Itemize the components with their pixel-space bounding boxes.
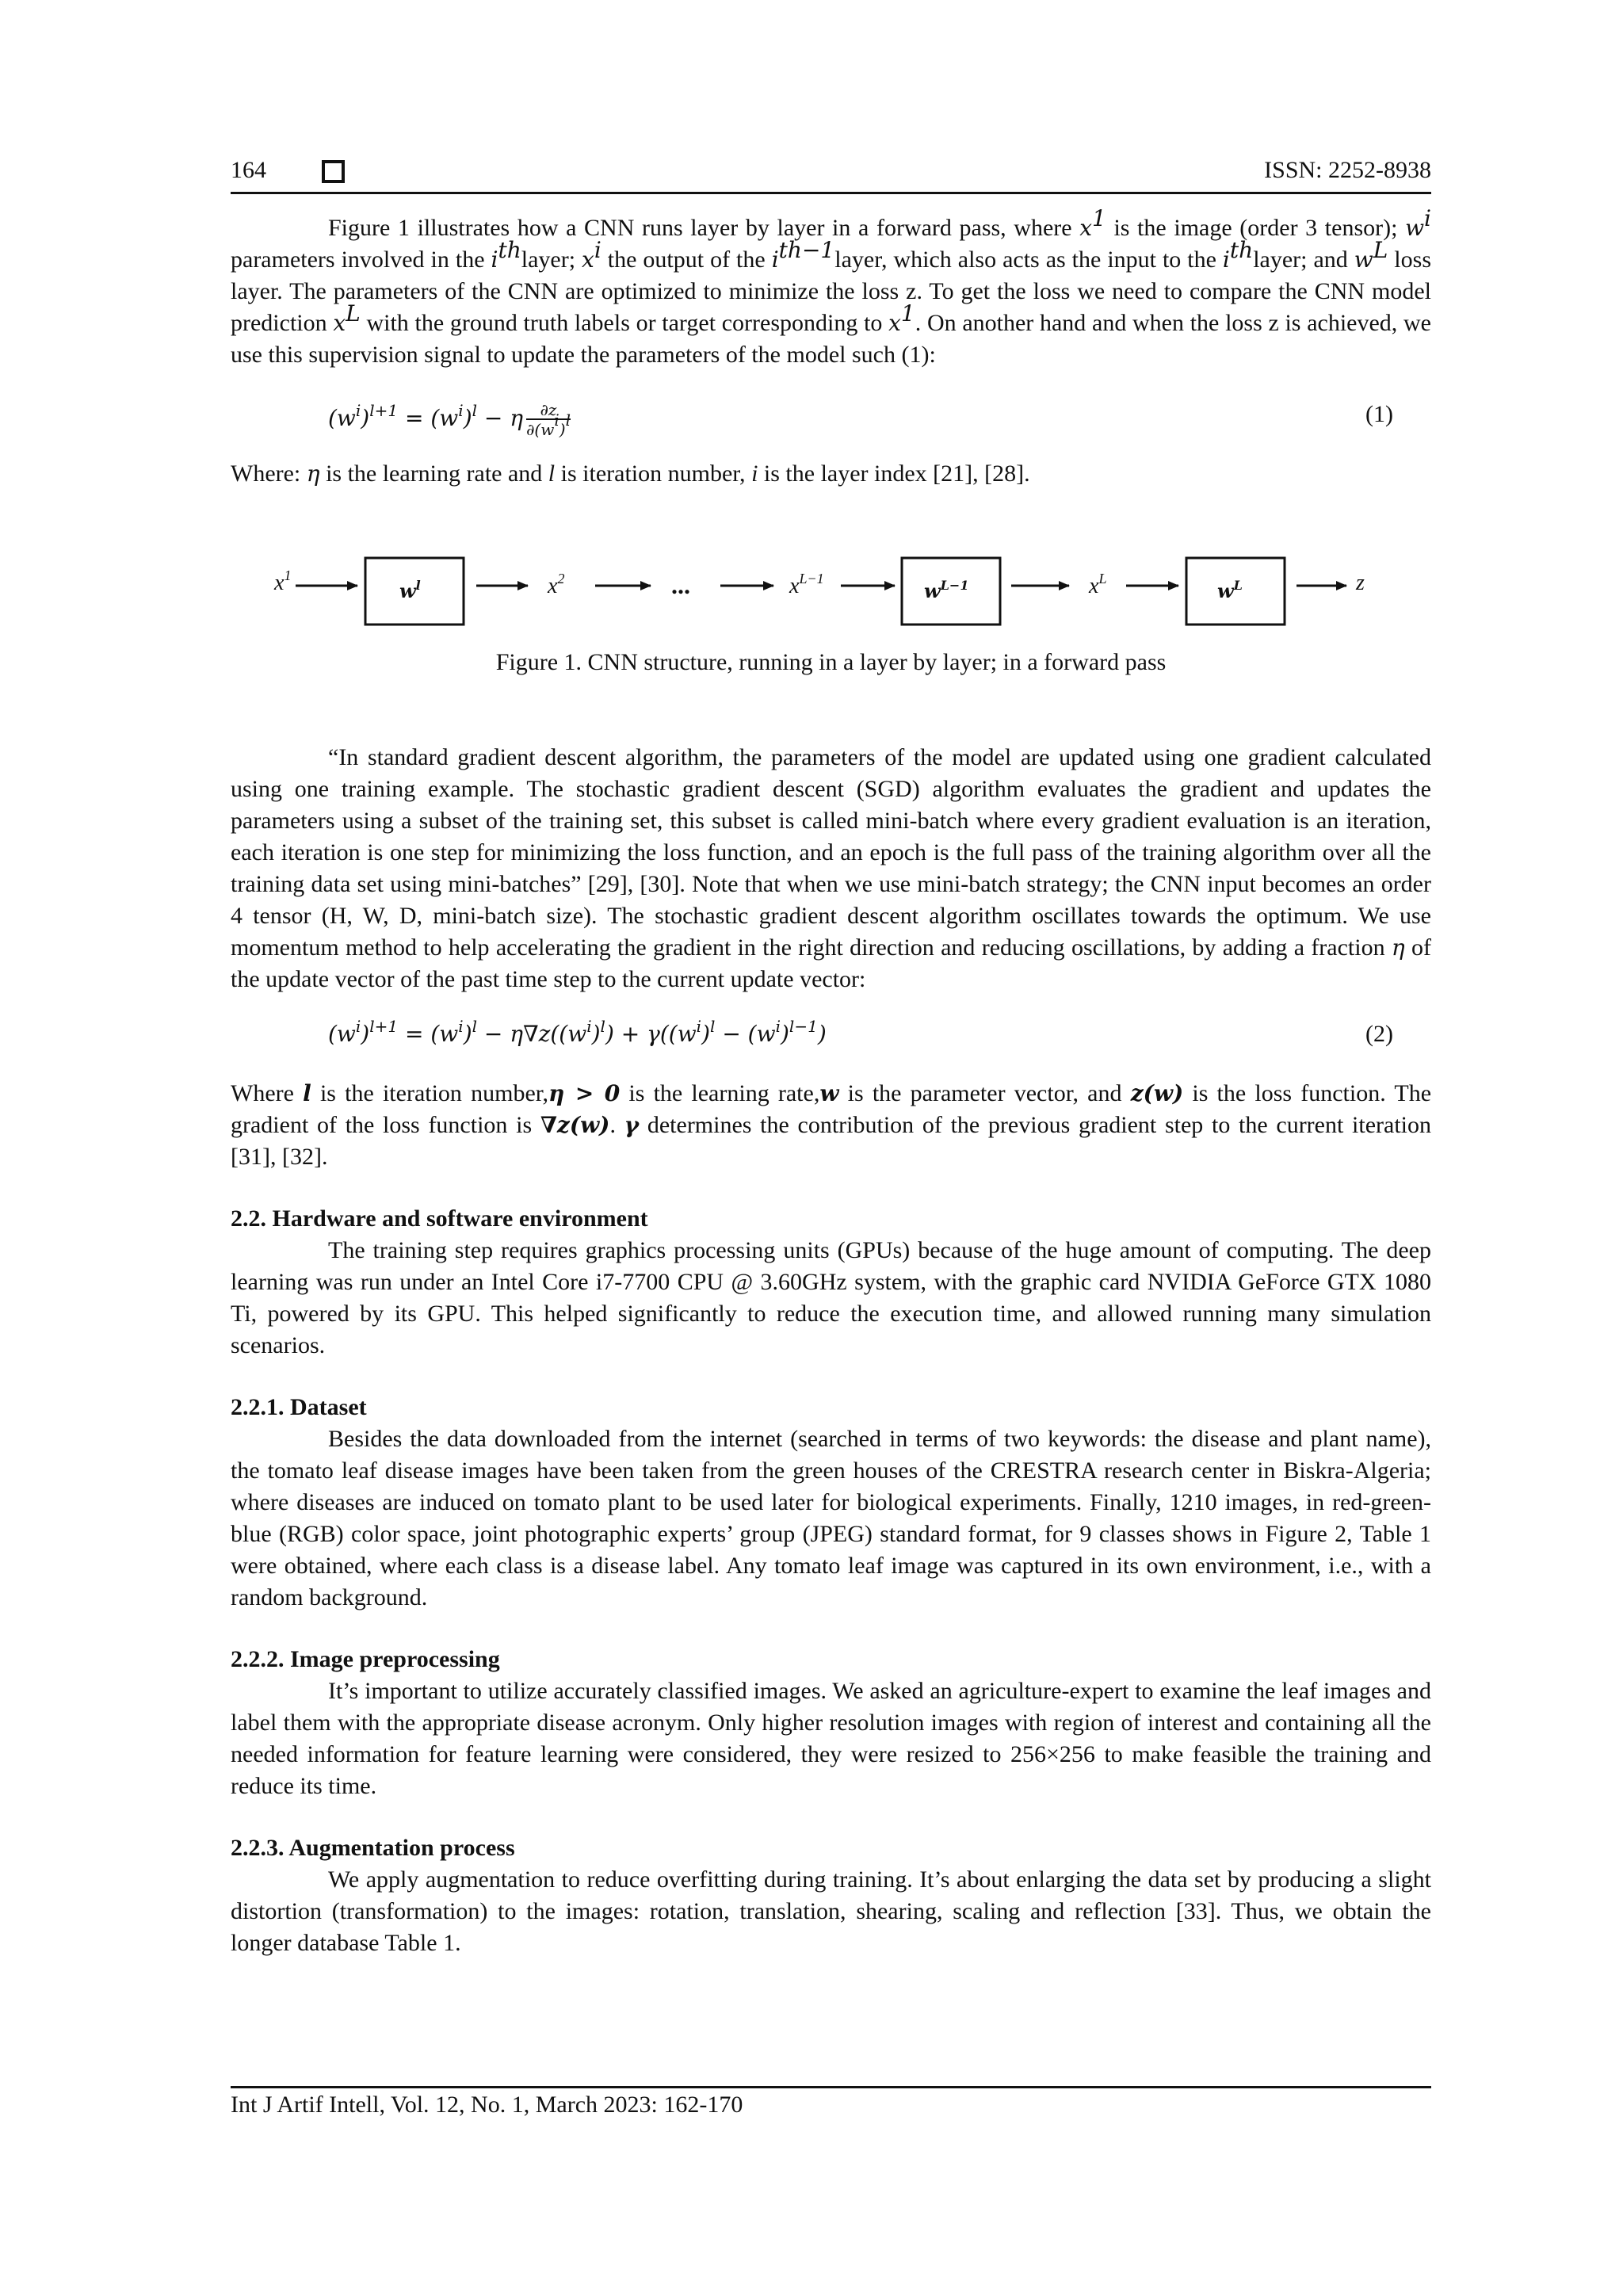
figure-1 [231, 542, 1431, 629]
cnn-forward-diagram [231, 542, 1431, 629]
page-number: 164 [231, 157, 266, 183]
section-2-2-2-text: It’s important to utilize accurately classified images. We asked an agriculture-expert to examine the leaf images and label them with the appropriate disease acronym. Only higher resolution images with region of interest and containing all the needed information for feature learning were considered, they were resized to 256×256 to make feasible the training and reduce its time. [231, 1678, 1431, 1799]
where-eta-line: Where: η is the learning rate and l is iteration number, i is the layer index [21], [28]. [231, 460, 1030, 487]
section-2-2-3-text: We apply augmentation to reduce overfitting during training. It’s about enlarging the data set by producing a slight distortion (transformation) to the images: rotation, translation, shearing, scaling and reflection [33]. Thus, we obtain the longer database Table 1. [231, 1866, 1431, 1956]
layer-box-1-label: $w^l$ [399, 578, 421, 602]
label-dots: ... [671, 571, 690, 599]
label-xl-minus-1: $x^{L-1}$ [789, 571, 824, 598]
where-momentum-paragraph: Where l is the iteration number,η > 0 is the learning rate,w is the parameter vector, and z(w) is the loss function. The gradient of the loss function is ∇z(w). γ determines the contribution of the previous gradient step to the current iteration [31], [32]. [231, 1080, 1432, 1170]
figure-1-caption: Figure 1. CNN structure, running in a layer by layer; in a forward pass [495, 649, 1167, 675]
section-2-2-1-heading: 2.2.1. Dataset [231, 1394, 367, 1420]
label-x2: $x^2$ [548, 571, 565, 598]
section-2-2-heading: 2.2. Hardware and software environment [231, 1205, 648, 1232]
layer-box-2-label: $w^{L-1}$ [924, 578, 969, 602]
equation-1 [231, 393, 1431, 441]
equation-1-number: (1) [1365, 401, 1393, 427]
section-2-2-1-text: Besides the data downloaded from the internet (searched in terms of two keywords: the disease and plant name), the tomato leaf disease images have been taken from the green houses of the CRESTRA research center in Biskra-Algeria; where diseases are induced on tomato plant to be used later for biological experiments. Finally, 1210 images, in red-green-blue (RGB) color space, joint photographic experts’ group (JPEG) standard format, for 9 classes shows in Figure 2, Table 1 were obtained, where each class is a disease label. Any tomato leaf image was captured in its own environment, i.e., with a random background. [231, 1426, 1431, 1610]
label-x1: $x^1$ [274, 567, 292, 595]
paragraph-forward-pass: Figure 1 illustrates how a CNN runs layer by layer in a forward pass, where $x^1$ is the image (order 3 tensor); $w^i$ parameters involved in the $i^{th}layer$; $x^i$ the output of the $i^{th-1}layer$, which also acts as the input to the $i^{th}layer$; and $w^L$ loss layer. The parameters of the CNN are optimized to minimize the loss z. To get the loss we need to compare the CNN model prediction $x^L$ with the ground truth labels or target corresponding to $x^1$. On another hand and when the loss z is achieved, we use this supervision signal to update the parameters of the model such (1): [231, 205, 1432, 368]
page-footer [231, 2086, 1431, 2118]
equation-1-fraction: $\frac{\partial z}{\partial(w^i)^l}$ [526, 400, 571, 439]
label-z: z [1356, 571, 1365, 595]
equation-2 [231, 1013, 1431, 1060]
section-2-2-text: The training step requires graphics processing units (GPUs) because of the huge amount of computing. The deep learning was run under an Intel Core i7-7700 CPU @ 3.60GHz system, with the graphic card NVIDIA GeForce GTX 1080 Ti, powered by its GPU. This helped significantly to reduce the execution time, and allowed running many simulation scenarios. [231, 1237, 1431, 1358]
paper-page [231, 151, 1431, 2179]
layer-box-3-label: $w^L$ [1217, 578, 1243, 602]
paragraph-sgd: “In standard gradient descent algorithm, the parameters of the model are updated using one gradient calculated using one training example. The stochastic gradient descent (SGD) algorithm evaluates the gradient and updates the parameters using a subset of the training set, this subset is called mini-batch where every gradient evaluation is an iteration, each iteration is one step for minimizing the loss function, and an epoch is the full pass of the training algorithm over all the training data set using mini-batches” [29], [30]. Note that when we use mini-batch strategy; the CNN input becomes an order 4 tensor (H, W, D, mini-batch size). The stochastic gradient descent algorithm oscillates towards the optimum. We use momentum method to help accelerating the gradient in the right direction and reducing oscillations, by adding a fraction η of the update vector of the past time step to the current update vector: [231, 744, 1431, 992]
header-rule [231, 192, 1431, 194]
footer-rule [231, 2086, 1431, 2088]
page-header [231, 151, 1431, 195]
label-xl: $x^L$ [1089, 571, 1107, 598]
equation-1-body: $(w^i)^{l+1} = (w^i)^l - \eta$ $\frac{\partial z}{\partial(w^i)^l}$ [328, 400, 571, 439]
section-2-2-3-heading: 2.2.3. Augmentation process [231, 1835, 515, 1861]
equation-2-number: (2) [1365, 1021, 1393, 1047]
square-bullet-icon [322, 160, 345, 183]
footer-citation: Int J Artif Intell, Vol. 12, No. 1, March 2023: 162-170 [231, 2092, 743, 2118]
equation-2-body: $(w^i)^{l+1} = (w^i)^l - \eta\nabla z((w^i)^l) + \gamma((w^i)^l - (w^i)^{l-1})$ [328, 1017, 827, 1047]
issn: ISSN: 2252-8938 [1264, 157, 1431, 183]
section-2-2-2-heading: 2.2.2. Image preprocessing [231, 1646, 500, 1672]
